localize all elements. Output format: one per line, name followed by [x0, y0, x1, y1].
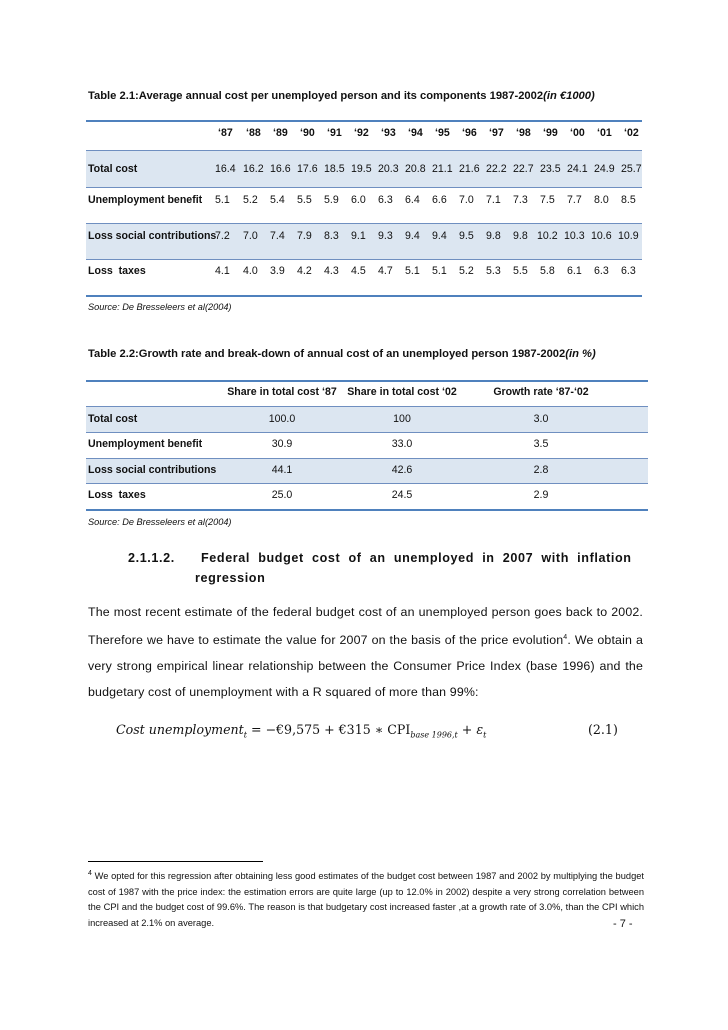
table1-bottom-rule [86, 295, 642, 297]
table1-cell: 4.3 [324, 265, 339, 277]
table1-cell: 25.7 [621, 163, 642, 175]
table1-cell: 4.0 [243, 265, 258, 277]
table1-cell: 5.1 [432, 265, 447, 277]
table2-column-header: Share in total cost ‘87 [227, 386, 337, 398]
table2-top-rule [86, 380, 648, 382]
table1-year-header: ‘01 [597, 127, 612, 139]
table1-cell: 9.5 [459, 230, 474, 242]
table1-year-header: ‘00 [570, 127, 585, 139]
table1-cell: 20.8 [405, 163, 426, 175]
table1-row-label: Loss social contributions [88, 230, 217, 242]
table1-cell: 4.5 [351, 265, 366, 277]
table2-cell: 2.9 [533, 489, 549, 501]
table1-year-header: ‘99 [543, 127, 558, 139]
table1-year-header: ‘90 [300, 127, 315, 139]
table1-cell: 5.2 [243, 194, 258, 206]
table1-row-label: Loss taxes [88, 265, 146, 277]
table1-cell: 23.5 [540, 163, 561, 175]
table1-cell: 3.9 [270, 265, 285, 277]
table1-cell: 5.2 [459, 265, 474, 277]
table1-year-header: ‘88 [246, 127, 261, 139]
table2-column-header: Share in total cost ‘02 [347, 386, 457, 398]
table1-cell: 4.1 [215, 265, 230, 277]
table2-cell: 30.9 [271, 438, 293, 450]
table2-cell: 25.0 [271, 489, 293, 501]
table1-cell: 7.2 [215, 230, 230, 242]
table1-year-header: ‘91 [327, 127, 342, 139]
table2-caption: Table 2.2:Growth rate and break-down of annual cost of an unemployed person 1987-2002(in %) [88, 348, 596, 360]
table1-top-rule [86, 120, 642, 122]
table1-cell: 10.3 [564, 230, 585, 242]
section-number: 2.1.1.2. [128, 551, 175, 565]
table2-row-label: Total cost [88, 413, 138, 425]
table1-cell: 7.1 [486, 194, 501, 206]
table1-cell: 10.9 [618, 230, 639, 242]
table2-cell: 100.0 [268, 413, 296, 425]
equation-number: (2.1) [588, 722, 618, 737]
footnote-rule [88, 861, 263, 862]
table1-cell: 24.9 [594, 163, 615, 175]
table2-cell: 24.5 [391, 489, 413, 501]
table1-row-rule [86, 259, 642, 260]
table1-cell: 5.3 [486, 265, 501, 277]
table1-year-header: ‘97 [489, 127, 504, 139]
table1-year-header: ‘95 [435, 127, 450, 139]
table2-column-header: Growth rate ‘87-‘02 [493, 386, 589, 398]
table1-row-label: Total cost [88, 163, 138, 175]
table1-year-header: ‘96 [462, 127, 477, 139]
table2-row-rule [86, 483, 648, 484]
table1-source: Source: De Bresseleers et al(2004) [88, 302, 232, 312]
table2-source: Source: De Bresseleers et al(2004) [88, 517, 232, 527]
table1-cell: 18.5 [324, 163, 345, 175]
table2-cell: 100 [393, 413, 411, 425]
table1-year-header: ‘92 [354, 127, 369, 139]
section-title-line1: Federal budget cost of an unemployed in 2007 with inflation [201, 551, 632, 565]
footnote-reference: 4 [563, 634, 568, 641]
table1-cell: 6.3 [594, 265, 609, 277]
table1-cell: 21.1 [432, 163, 453, 175]
table1-cell: 16.6 [270, 163, 291, 175]
table2-cell: 3.5 [533, 438, 549, 450]
table1-cell: 10.2 [537, 230, 558, 242]
table2-row-rule [86, 432, 648, 433]
table1-cell: 9.4 [432, 230, 447, 242]
table1-cell: 5.8 [540, 265, 555, 277]
table2-bottom-rule [86, 509, 648, 511]
table1-cell: 24.1 [567, 163, 588, 175]
table2-cell: 33.0 [391, 438, 413, 450]
table1-cell: 9.8 [486, 230, 501, 242]
table1-cell: 6.6 [432, 194, 447, 206]
table1-cell: 7.9 [297, 230, 312, 242]
table1-year-header: ‘02 [624, 127, 639, 139]
table1-cell: 6.3 [621, 265, 636, 277]
table1-cell: 7.5 [540, 194, 555, 206]
table2-row-label: Loss taxes [88, 489, 146, 501]
table1-cell: 8.0 [594, 194, 609, 206]
table1-cell: 5.1 [215, 194, 230, 206]
table1-cell: 5.1 [405, 265, 420, 277]
table1-cell: 7.0 [243, 230, 258, 242]
page-number: - 7 - [613, 918, 633, 930]
table1-cell: 6.3 [378, 194, 393, 206]
table2-row-rule [86, 458, 648, 459]
table1-cell: 16.4 [215, 163, 236, 175]
table1-year-header: ‘89 [273, 127, 288, 139]
table1-cell: 22.7 [513, 163, 534, 175]
table1-cell: 10.6 [591, 230, 612, 242]
table1-cell: 16.2 [243, 163, 264, 175]
table1-year-header: ‘87 [218, 127, 233, 139]
table1-cell: 6.0 [351, 194, 366, 206]
table1-cell: 7.7 [567, 194, 582, 206]
regression-equation: Cost unemployment$_t$ = −€9,575 + €315 ∗ $CPI_{base 1996,t} + \varepsilon_t$ [116, 722, 487, 740]
table1-cell: 9.3 [378, 230, 393, 242]
table1-year-header: ‘94 [408, 127, 423, 139]
table1-cell: 5.5 [297, 194, 312, 206]
table1-cell: 9.8 [513, 230, 528, 242]
table2-row-label: Loss social contributions [88, 464, 217, 476]
table1-cell: 7.4 [270, 230, 285, 242]
body-paragraph: The most recent estimate of the federal budget cost of an unemployed person goes back to 2002. Therefore we have to estimate the value for 2007 on the basis of the price evolution$^4$. We obtain a very strong empirical linear relationship between the Consumer Price Index (base 1996) and the budgetary cost of unemployment with a R squared of more than 99%: [88, 605, 643, 700]
table1-cell: 21.6 [459, 163, 480, 175]
table1-row-rule [86, 187, 642, 188]
table1-cell: 9.4 [405, 230, 420, 242]
table1-cell: 5.5 [513, 265, 528, 277]
table1-cell: 20.3 [378, 163, 399, 175]
table1-cell: 17.6 [297, 163, 318, 175]
table1-year-header: ‘93 [381, 127, 396, 139]
table1-cell: 5.9 [324, 194, 339, 206]
table1-cell: 7.3 [513, 194, 528, 206]
table1-year-header: ‘98 [516, 127, 531, 139]
table1-cell: 4.7 [378, 265, 393, 277]
table1-cell: 5.4 [270, 194, 285, 206]
table1-cell: 7.0 [459, 194, 474, 206]
table1-cell: 8.5 [621, 194, 636, 206]
table1-cell: 6.1 [567, 265, 582, 277]
table1-cell: 19.5 [351, 163, 372, 175]
table2-cell: 3.0 [533, 413, 549, 425]
table1-caption: Table 2.1:Average annual cost per unemployed person and its components 1987-2002(in €1000) [88, 90, 595, 102]
table1-cell: 4.2 [297, 265, 312, 277]
table1-cell: 8.3 [324, 230, 339, 242]
table2-row-label: Unemployment benefit [88, 438, 203, 450]
table1-row-label: Unemployment benefit [88, 194, 203, 206]
table1-cell: 6.4 [405, 194, 420, 206]
table2-cell: 2.8 [533, 464, 549, 476]
footnote: $^4$ We opted for this regression after obtaining less good estimates of the budget cost between 1987 and 2002 by multiplying the budget cost of 1987 with the price index: the estimation errors are quite large (up to 12.0% in 2002) despite a very strong correlation between the CPI and the budget cost of 99.6%. The reason is that budgetary cost increased faster ,at a growth rate of 3.0%, than the CPI which increased at 2.1% on average. [88, 870, 644, 928]
table2-cell: 44.1 [271, 464, 293, 476]
table2-cell: 42.6 [391, 464, 413, 476]
table1-row-rule [86, 223, 642, 224]
section-title-line2: regression [195, 571, 266, 585]
table1-cell: 22.2 [486, 163, 507, 175]
table1-cell: 9.1 [351, 230, 366, 242]
